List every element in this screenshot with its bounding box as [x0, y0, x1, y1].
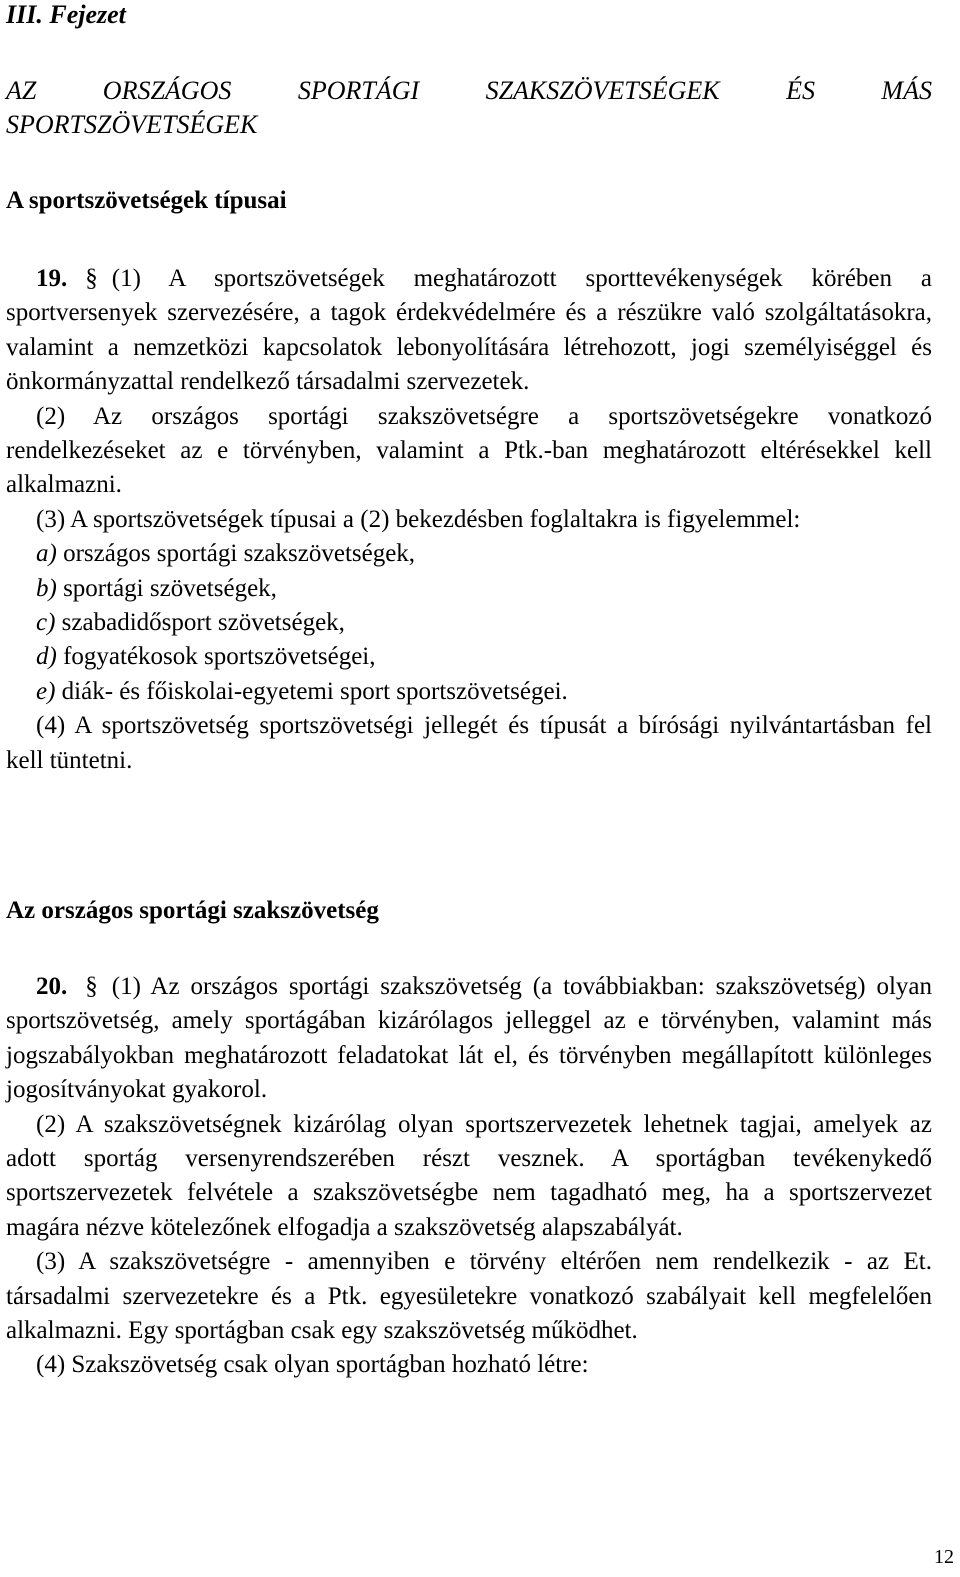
list-item: [6, 675, 932, 709]
section-heading-national-federation: Az országos sportági szakszövetség: [6, 897, 379, 924]
list-item: [6, 537, 932, 571]
list-marker: e): [36, 677, 56, 705]
list-text: sportági szövetségek,: [63, 574, 277, 602]
paragraph-19-4: (4) A sportszövetség sportszövetségi jellegét és típusát a bírósági nyilvántartásban fel kell tüntetni.: [6, 712, 932, 774]
paragraph-19-3: (3) A sportszövetségek típusai a (2) bekezdésben foglaltakra is figyelemmel:: [36, 505, 801, 533]
chapter-title: [6, 74, 932, 142]
title-word: ÉS: [786, 76, 815, 105]
paragraph-20-1: [6, 970, 932, 1108]
chapter-title-line-2: SPORTSZÖVETSÉGEK: [6, 110, 258, 139]
paragraph-20-4: (4) Szakszövetség csak olyan sportágban hozható létre:: [36, 1351, 589, 1379]
paragraph-20-2: (2) A szakszövetségnek kizárólag olyan sportszervezetek lehetnek tagjai, amelyek az adott sportág versenyrendszerében részt vesznek. A sportágban tevékenykedő sportszervezetek felvétele a szakszövetségbe nem tagadható meg, ha a sportszervezet magára nézve kötelezőnek elfogadja a szakszövetség alapszabályát.: [6, 1110, 932, 1241]
paragraph-text: (1) Az országos sportági szakszövetség (a továbbiakban: szakszövetség) olyan sportszövetség, amely sportágában kizárólagos jelleggel az e törvényben, valamint más jogszabályokban meghatározott feladatokat lát el, és törvényben megállapított különleges jogosítványokat gyakorol.: [6, 973, 932, 1104]
page-number: 12: [934, 1546, 954, 1568]
section-sign: §: [85, 265, 98, 292]
paragraph-19-2: (2) Az országos sportági szakszövetségre a sportszövetségekre vonatkozó rendelkezéseket az e törvényben, valamint a Ptk.-ban meghatározott eltérésekkel kell alkalmazni.: [6, 402, 932, 499]
title-word: MÁS: [881, 76, 932, 105]
paragraph-20-3: (3) A szakszövetségre - amennyiben e törvény eltérően nem rendelkezik - az Et. társadalmi szervezetekre és a Ptk. egyesületekre vonatkozó szabályait kell megfelelően alkalmazni. Egy sportágban csak egy szakszövetség működhet.: [6, 1248, 932, 1345]
list-marker: a): [36, 540, 57, 568]
title-word: SZAKSZÖVETSÉGEK: [485, 76, 720, 105]
paragraph-number: 20.: [36, 973, 68, 1000]
paragraph-text: (1) A sportszövetségek meghatározott sporttevékenységek körében a sportversenyek szervezésére, a tagok érdekvédelmére és a részükre való szolgáltatásokra, valamint a nemzetközi kapcsolatok lebonyolítására létrehozott, jogi személyiséggel és önkormányzattal rendelkező társadalmi szervezetek.: [6, 265, 932, 396]
chapter-heading: III. Fejezet: [6, 0, 126, 29]
title-word: ORSZÁGOS: [102, 76, 232, 105]
title-word: AZ: [6, 76, 37, 105]
list-text: diák- és főiskolai-egyetemi sport sportszövetségei.: [61, 677, 568, 705]
chapter-title-line-1: [6, 74, 932, 108]
title-word: SPORTÁGI: [297, 76, 420, 105]
list-marker: c): [36, 609, 56, 637]
section-body-19: [6, 262, 932, 778]
section-body-20: [6, 970, 932, 1383]
section-sign: §: [85, 973, 98, 1000]
paragraph-number: 19.: [36, 265, 68, 292]
list-item: [6, 640, 932, 674]
list-marker: d): [36, 643, 57, 671]
list-item: [6, 572, 932, 606]
list-text: fogyatékosok sportszövetségei,: [63, 643, 376, 671]
list-marker: b): [36, 574, 57, 602]
paragraph-19-1: [6, 262, 932, 400]
section-heading-types: A sportszövetségek típusai: [6, 187, 287, 214]
list-item: [6, 606, 932, 640]
list-text: országos sportági szakszövetségek,: [63, 540, 416, 568]
list-text: szabadidősport szövetségek,: [61, 609, 345, 637]
